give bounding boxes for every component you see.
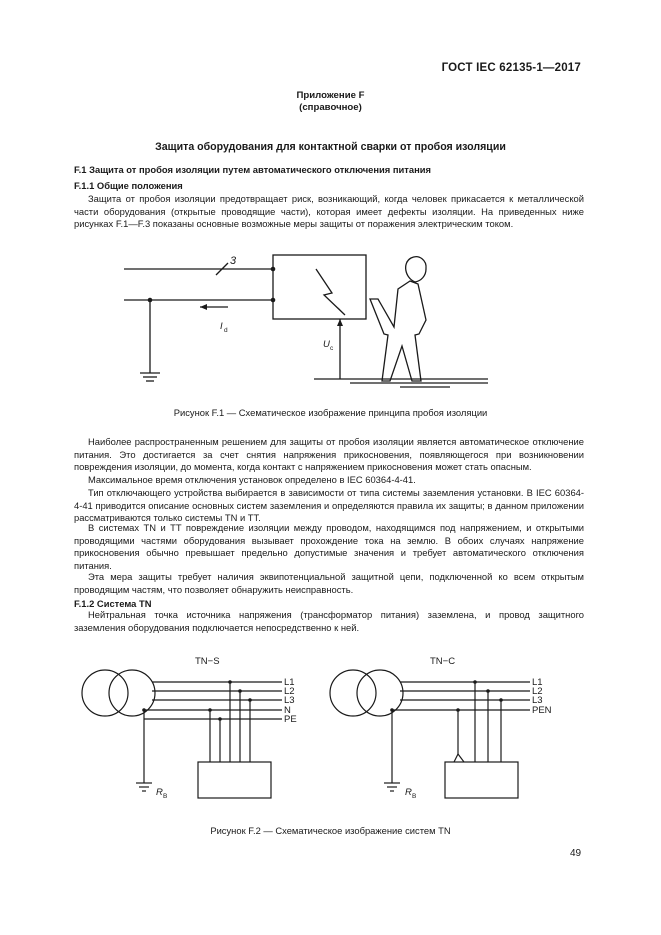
tnc-title: TN−C (430, 656, 456, 667)
paragraph-4 (74, 487, 584, 525)
person-figure (370, 281, 426, 381)
tns-transformer-secondary (109, 670, 155, 716)
paragraph-2 (74, 436, 584, 474)
tnc-line-l3: L3 (532, 695, 543, 706)
tns-line-l3: L3 (284, 695, 295, 706)
person-head (406, 257, 426, 282)
tnc-transformer-secondary (357, 670, 403, 716)
tnc-rb-label: R (405, 787, 412, 798)
standard-header: ГОСТ IEC 62135-1—2017 (441, 62, 581, 74)
figure-f2-caption: Рисунок F.2 — Схематическое изображение систем TN (210, 825, 451, 836)
paragraph-6 (74, 571, 584, 596)
paragraph-1 (74, 193, 584, 231)
tns-rb-label: R (156, 787, 163, 798)
paragraph-1-text: Защита от пробоя изоляции предотвращает риск, возникающий, когда человек прикасается к металлической части оборудования (открытые проводящие части), которая имеет дефекты изоляции. На приведенных ниже рисунках F.1—F.3 показаны основные возможные меры защиты от поражения электрическим током. (74, 193, 584, 230)
touch-voltage-label: U (323, 339, 330, 350)
tnc-line-l2: L2 (532, 686, 543, 697)
figure-f1-diagram (110, 245, 490, 397)
paragraph-3-text: Максимальное время отключения установок определено в IEC 60364-4-41. (88, 474, 416, 485)
paragraph-4-text: Тип отключающего устройства выбирается в зависимости от типа системы заземления установки. В IEC 60364-4-41 приводится описание основных систем заземления и определяются правила их защиты; в данном приложении рассматриваются только системы TN и TT. (74, 487, 584, 524)
figure-f1-caption: Рисунок F.1 — Схематическое изображение принципа пробоя изоляции (173, 407, 488, 418)
fault-current-label: I (220, 321, 223, 332)
paragraph-7-text: Нейтральная точка источника напряжения (трансформатор питания) заземлена, и провод защитного заземления оборудования подключается непосредственно к ней. (74, 609, 584, 633)
fault-bolt-icon (316, 269, 345, 315)
main-title: Защита оборудования для контактной сварки от пробоя изоляции (155, 141, 506, 153)
tnc-transformer-primary (330, 670, 376, 716)
paragraph-7 (74, 609, 584, 634)
tns-title: TN−S (195, 656, 220, 667)
fault-current-subscript: d (224, 327, 228, 334)
paragraph-5-text: В системах TN и TT повреждение изоляции между проводом, находящимся под напряжением, и открытыми проводящими частями оборудования вызывает прохождение тока на землю. В обоих случаях напряжение прикосновения обычно превышает предельно допустимые значения и требует автоматического отключения питания. (74, 522, 584, 571)
paragraph-2-text: Наиболее распространенным решением для защиты от пробоя изоляции является автоматическое отключение питания. Это достигается за счет снятия напряжения прикосновения, появляющегося при возникновении повреждения изоляции, до момента, когда контакт с напряжением прикосновения может стать опасным. (74, 436, 584, 473)
tnc-equipment (445, 762, 518, 798)
paragraph-3 (74, 474, 584, 487)
annex-type: (справочное) (299, 102, 362, 113)
tns-line-n: N (284, 705, 291, 716)
section-f11-heading: F.1.1 Общие положения (74, 180, 183, 191)
paragraph-5 (74, 522, 584, 572)
tnc-rb-subscript: B (412, 793, 417, 800)
arrowhead-left (200, 304, 207, 310)
conductor-count-label: 3 (230, 255, 237, 267)
page-number: 49 (570, 848, 582, 859)
section-f1-heading: F.1 Защита от пробоя изоляции путем автоматического отключения питания (74, 164, 432, 175)
tnc-line-l1: L1 (532, 677, 543, 688)
arrowhead-up (337, 319, 343, 326)
figure-f2-diagram (60, 650, 580, 810)
tns-line-l2: L2 (284, 686, 295, 697)
equipment-enclosure (273, 255, 366, 319)
tns-rb-subscript: B (163, 793, 168, 800)
tns-transformer-primary (82, 670, 128, 716)
section-f12-heading: F.1.2 Система TN (74, 598, 152, 609)
annex-title: Приложение F (296, 90, 365, 101)
tns-line-pe: PE (284, 714, 297, 725)
touch-voltage-subscript: c (330, 345, 334, 352)
tns-line-l1: L1 (284, 677, 295, 688)
paragraph-6-text: Эта мера защиты требует наличия эквипотенциальной защитной цепи, подключенной ко всем открытым проводящим частям, что позволяет обнаружить неисправность. (74, 571, 584, 595)
tnc-line-pen: PEN (532, 705, 552, 716)
tns-equipment (198, 762, 271, 798)
